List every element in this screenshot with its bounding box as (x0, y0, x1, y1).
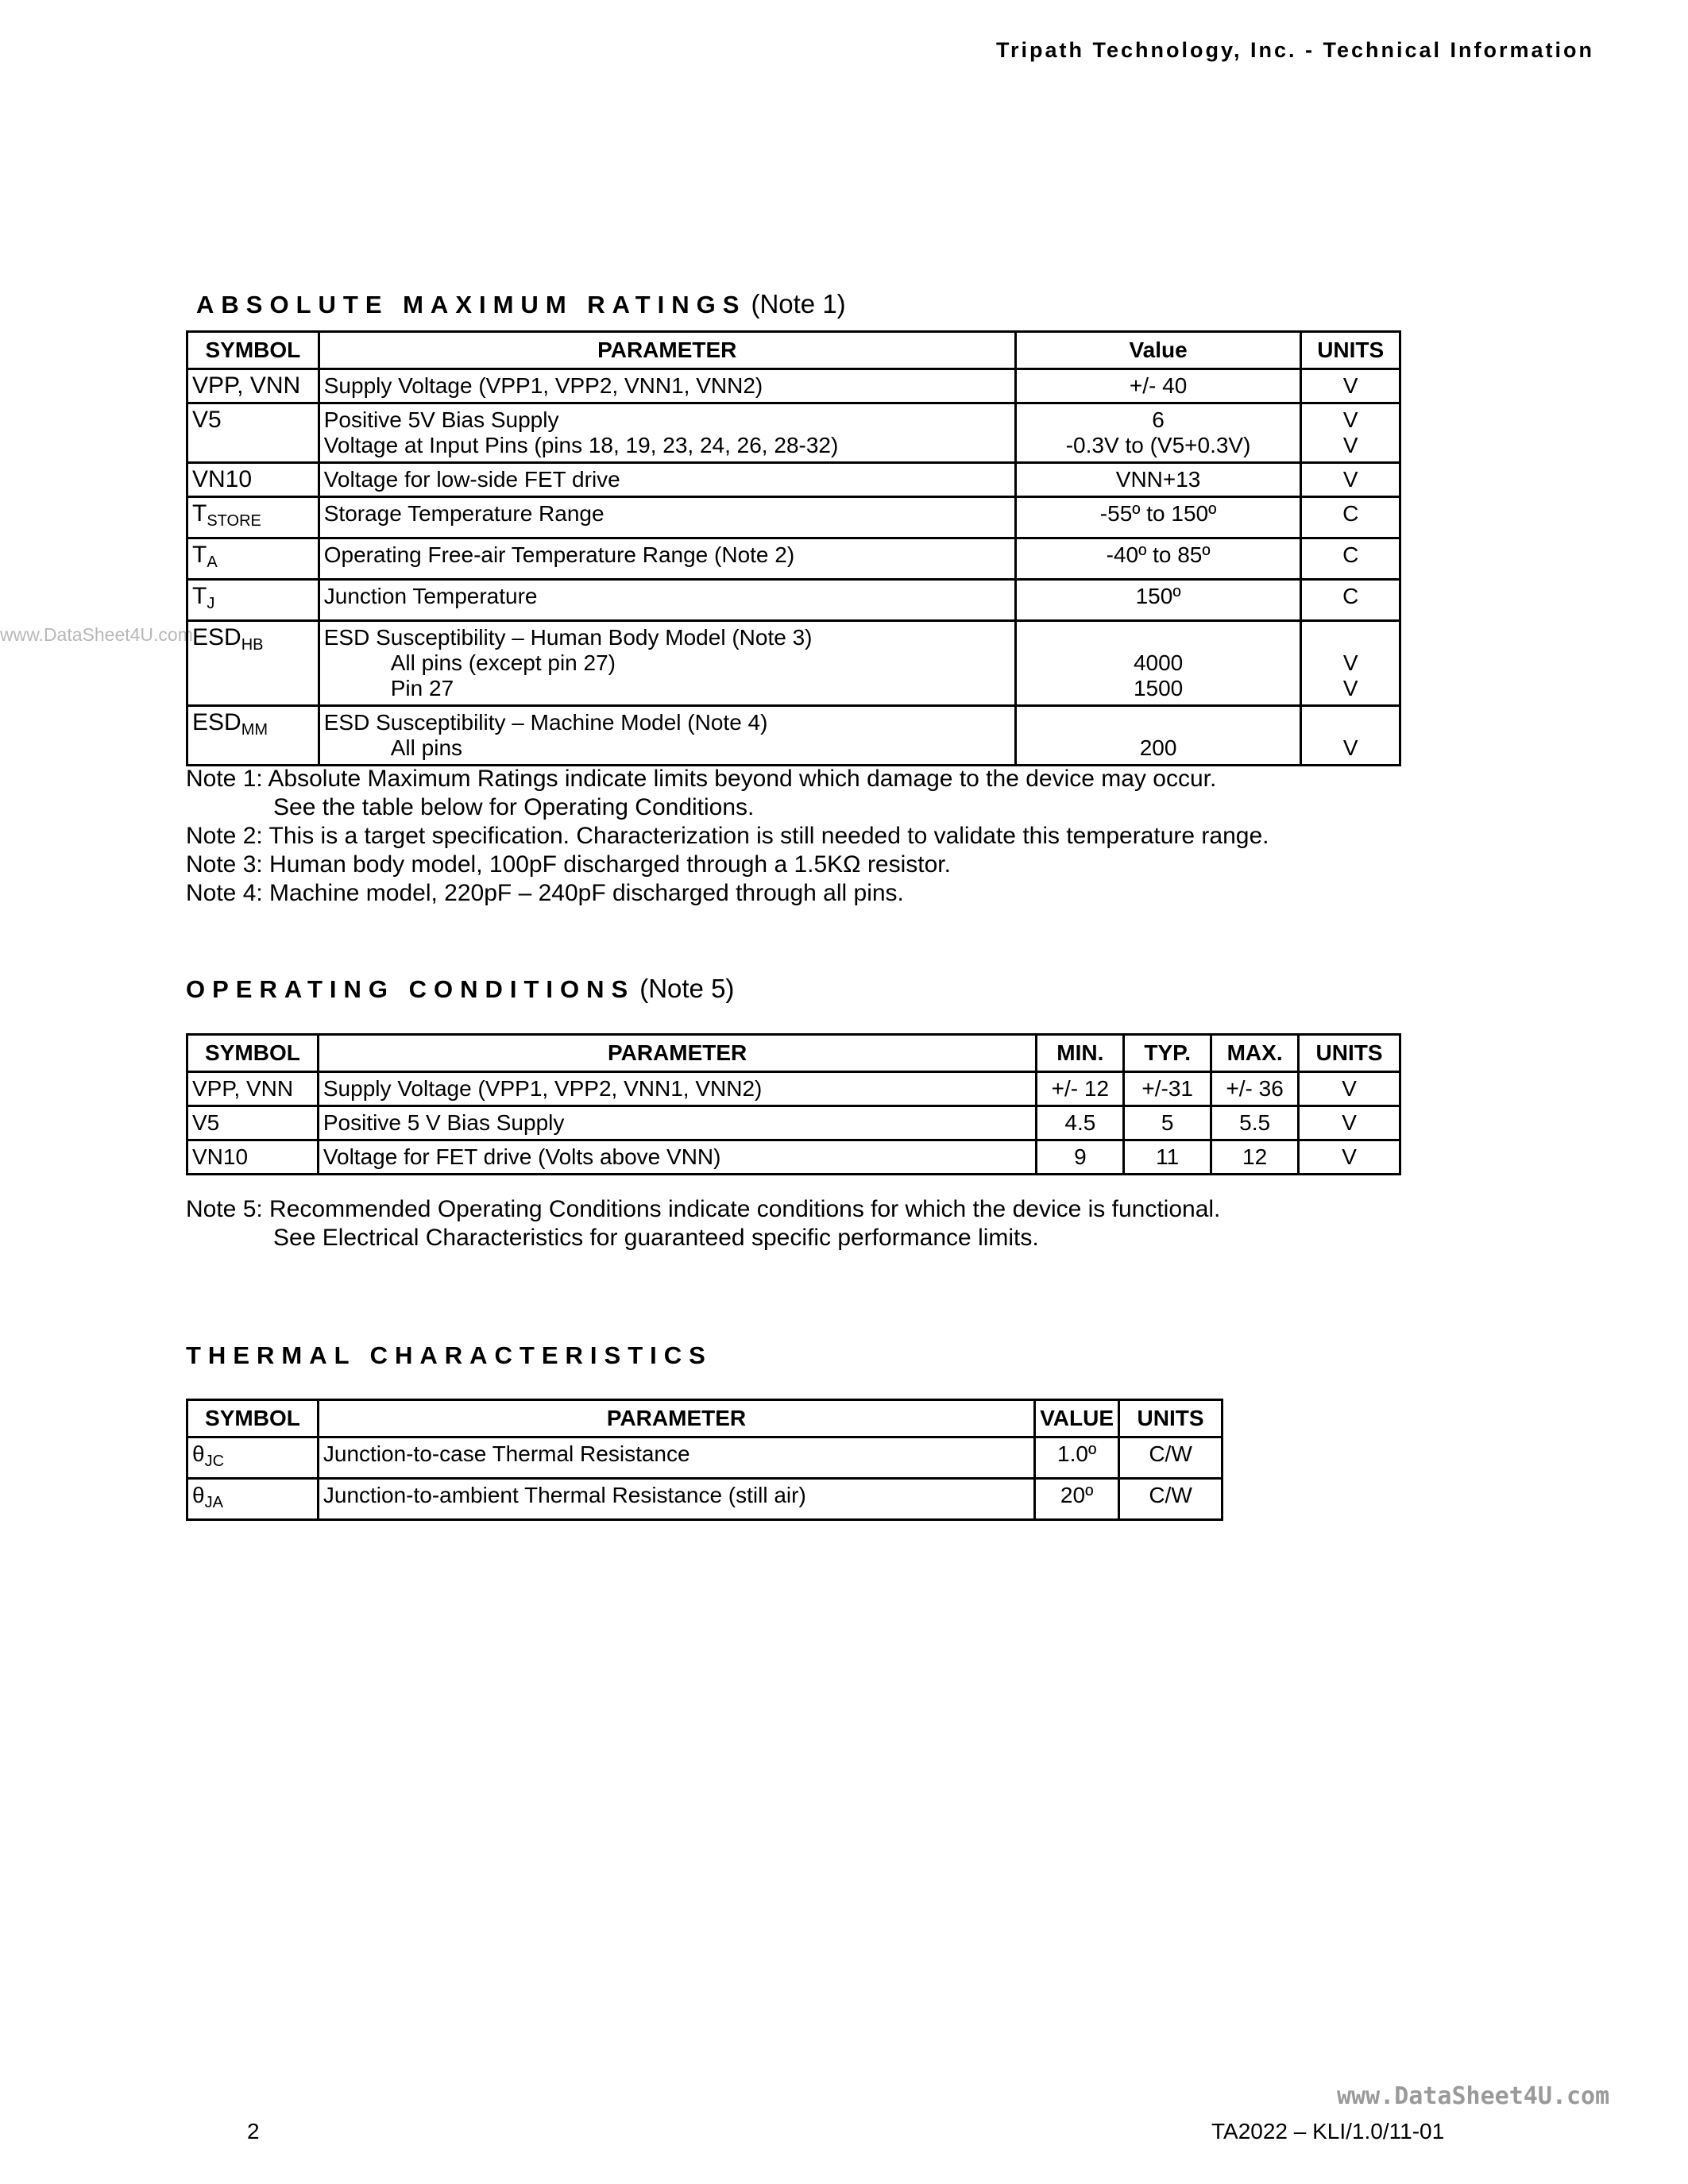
symbol-subscript: STORE (207, 512, 261, 530)
row-symbol (187, 706, 319, 766)
table-header-row (187, 332, 1400, 369)
table-row (187, 1140, 1400, 1175)
row-unit-line: V (1342, 735, 1358, 760)
table-row (187, 538, 1400, 580)
document-id: TA2022 – KLI/1.0/11-01 (1211, 2119, 1445, 2143)
symbol-subscript: A (207, 554, 218, 571)
symbol-main: θ (192, 1483, 205, 1507)
row-value (1015, 403, 1301, 463)
col-header-value: Value (1015, 332, 1301, 369)
row-typ: +/-31 (1124, 1072, 1211, 1106)
table-row (187, 497, 1400, 538)
op-cond-table (186, 1033, 1401, 1175)
symbol-main: T (192, 500, 207, 527)
row-max: 12 (1211, 1140, 1299, 1175)
col-header-units: UNITS (1301, 332, 1400, 369)
col-header-symbol: SYMBOL (187, 332, 319, 369)
row-parameter-line: All pins (390, 735, 463, 760)
row-parameter (319, 621, 1015, 706)
page-number: 2 (247, 2119, 260, 2143)
row-symbol: V5 (187, 1106, 319, 1140)
col-header-max: MAX. (1211, 1035, 1299, 1072)
row-unit: C (1301, 538, 1400, 580)
table-header-row (187, 1035, 1400, 1072)
table-row (187, 1072, 1400, 1106)
row-value (1015, 706, 1301, 766)
col-header-units: UNITS (1299, 1035, 1400, 1072)
symbol-subscript: J (207, 595, 215, 612)
page-header: Tripath Technology, Inc. - Technical Information (995, 38, 1594, 62)
row-value (1015, 621, 1301, 706)
row-unit: V (1299, 1106, 1400, 1140)
row-symbol: V5 (187, 403, 319, 463)
symbol-subscript: JA (204, 1494, 223, 1511)
row-parameter: Positive 5 V Bias Supply (318, 1106, 1037, 1140)
col-header-units: UNITS (1119, 1400, 1223, 1437)
note-line: Note 4: Machine model, 220pF – 240pF discharged through all pins. (186, 880, 904, 906)
row-unit-line: V (1342, 650, 1358, 675)
note-line: See the table below for Operating Conditions. (273, 794, 755, 820)
table-row (187, 1479, 1223, 1520)
row-parameter (319, 403, 1015, 463)
row-value: 1.0º (1035, 1437, 1119, 1479)
row-value-line (1021, 625, 1296, 650)
row-parameter-line: ESD Susceptibility – Human Body Model (Note 3) (323, 625, 813, 650)
row-symbol (187, 1437, 319, 1479)
row-parameter: Operating Free-air Temperature Range (Note 2) (319, 538, 1015, 580)
row-unit (1301, 403, 1400, 463)
col-header-parameter: PARAMETER (318, 1400, 1034, 1437)
row-parameter: Supply Voltage (VPP1, VPP2, VNN1, VNN2) (319, 369, 1015, 403)
note-line: See Electrical Characteristics for guaranteed specific performance limits. (273, 1225, 1039, 1251)
col-header-value: VALUE (1035, 1400, 1119, 1437)
row-value: -55º to 150º (1015, 497, 1301, 538)
col-header-typ: TYP. (1124, 1035, 1211, 1072)
row-parameter-line: Positive 5V Bias Supply (323, 407, 559, 432)
row-min: +/- 12 (1037, 1072, 1124, 1106)
col-header-parameter: PARAMETER (318, 1035, 1037, 1072)
table-row (187, 580, 1400, 621)
row-value: 150º (1015, 580, 1301, 621)
table-row (187, 1106, 1400, 1140)
row-unit: V (1299, 1072, 1400, 1106)
row-min: 9 (1037, 1140, 1124, 1175)
thermal-title-text: THERMAL CHARACTERISTICS (186, 1341, 713, 1369)
row-unit (1301, 706, 1400, 766)
row-symbol: VPP, VNN (187, 1072, 319, 1106)
col-header-symbol: SYMBOL (187, 1035, 319, 1072)
row-value: -40º to 85º (1015, 538, 1301, 580)
row-parameter (319, 706, 1015, 766)
row-unit: C/W (1119, 1479, 1223, 1520)
row-unit-line: V (1342, 407, 1358, 432)
symbol-main: ESD (192, 709, 241, 735)
row-parameter: Storage Temperature Range (319, 497, 1015, 538)
row-symbol (187, 580, 319, 621)
symbol-main: T (192, 542, 207, 568)
row-parameter: Junction Temperature (319, 580, 1015, 621)
row-parameter: Voltage for low-side FET drive (319, 463, 1015, 497)
row-unit: C (1301, 497, 1400, 538)
row-unit: C (1301, 580, 1400, 621)
col-header-parameter: PARAMETER (319, 332, 1015, 369)
row-unit-line: V (1342, 676, 1358, 700)
abs-max-notes (186, 765, 1269, 908)
row-unit: V (1301, 463, 1400, 497)
row-symbol (187, 497, 319, 538)
row-value-line: 4000 (1133, 650, 1184, 675)
row-typ: 5 (1124, 1106, 1211, 1140)
table-row (187, 369, 1400, 403)
symbol-subscript: MM (241, 721, 268, 739)
abs-max-table (186, 330, 1401, 766)
row-value: VNN+13 (1015, 463, 1301, 497)
note-line: Note 5: Recommended Operating Conditions indicate conditions for which the device is functional. (186, 1196, 1221, 1222)
row-unit: V (1299, 1140, 1400, 1175)
row-symbol (187, 538, 319, 580)
row-min: 4.5 (1037, 1106, 1124, 1140)
note-line: Note 1: Absolute Maximum Ratings indicate limits beyond which damage to the device may occur. (186, 766, 1217, 792)
row-parameter: Junction-to-ambient Thermal Resistance (still air) (318, 1479, 1034, 1520)
note-line: Note 2: This is a target specification. Characterization is still needed to validate this temperature range. (186, 823, 1269, 849)
symbol-main: ESD (192, 624, 241, 650)
row-parameter-line: All pins (except pin 27) (390, 650, 616, 675)
row-parameter-line: Voltage at Input Pins (pins 18, 19, 23, 24, 26, 28-32) (323, 433, 839, 457)
row-value: 20º (1035, 1479, 1119, 1520)
row-unit: V (1301, 369, 1400, 403)
symbol-main: θ (192, 1441, 205, 1466)
table-row (187, 706, 1400, 766)
col-header-min: MIN. (1037, 1035, 1124, 1072)
table-row (187, 463, 1400, 497)
symbol-main: T (192, 583, 207, 609)
table-row (187, 403, 1400, 463)
watermark-bottom: www.DataSheet4U.com (1337, 2082, 1610, 2110)
row-unit-line (1306, 710, 1395, 735)
row-symbol: VN10 (187, 463, 319, 497)
row-parameter: Junction-to-case Thermal Resistance (318, 1437, 1034, 1479)
op-cond-title (186, 974, 734, 1004)
note-line: Note 3: Human body model, 100pF discharged through a 1.5KΩ resistor. (186, 851, 951, 878)
symbol-subscript: HB (241, 636, 264, 654)
abs-max-note-ref: (Note 1) (751, 289, 846, 318)
row-parameter-line: ESD Susceptibility – Machine Model (Note 4) (323, 710, 768, 735)
row-unit (1301, 621, 1400, 706)
thermal-table (186, 1399, 1223, 1521)
row-parameter: Voltage for FET drive (Volts above VNN) (318, 1140, 1037, 1175)
watermark-left: www.DataSheet4U.com (0, 624, 193, 645)
row-symbol (187, 621, 319, 706)
row-value-line (1021, 710, 1296, 735)
row-unit: C/W (1119, 1437, 1223, 1479)
op-cond-title-text: OPERATING CONDITIONS (186, 975, 635, 1003)
row-value: +/- 40 (1015, 369, 1301, 403)
row-typ: 11 (1124, 1140, 1211, 1175)
row-value-line: 6 (1152, 407, 1165, 432)
thermal-title (186, 1341, 713, 1370)
table-header-row (187, 1400, 1223, 1437)
row-parameter: Supply Voltage (VPP1, VPP2, VNN1, VNN2) (318, 1072, 1037, 1106)
row-parameter-line: Pin 27 (390, 676, 454, 700)
symbol-subscript: JC (204, 1453, 225, 1470)
abs-max-title-text: ABSOLUTE MAXIMUM RATINGS (196, 291, 747, 318)
table-row (187, 1437, 1223, 1479)
op-cond-notes (186, 1195, 1220, 1252)
row-symbol: VN10 (187, 1140, 319, 1175)
row-max: 5.5 (1211, 1106, 1299, 1140)
row-value-line: 1500 (1133, 676, 1184, 700)
col-header-symbol: SYMBOL (187, 1400, 319, 1437)
row-value-line: 200 (1139, 735, 1177, 760)
row-symbol: VPP, VNN (187, 369, 319, 403)
row-unit-line (1306, 625, 1395, 650)
row-unit-line: V (1342, 433, 1358, 457)
row-max: +/- 36 (1211, 1072, 1299, 1106)
row-symbol (187, 1479, 319, 1520)
row-value-line: -0.3V to (V5+0.3V) (1065, 433, 1251, 457)
abs-max-title (196, 289, 846, 319)
table-row (187, 621, 1400, 706)
op-cond-note-ref: (Note 5) (639, 974, 735, 1003)
